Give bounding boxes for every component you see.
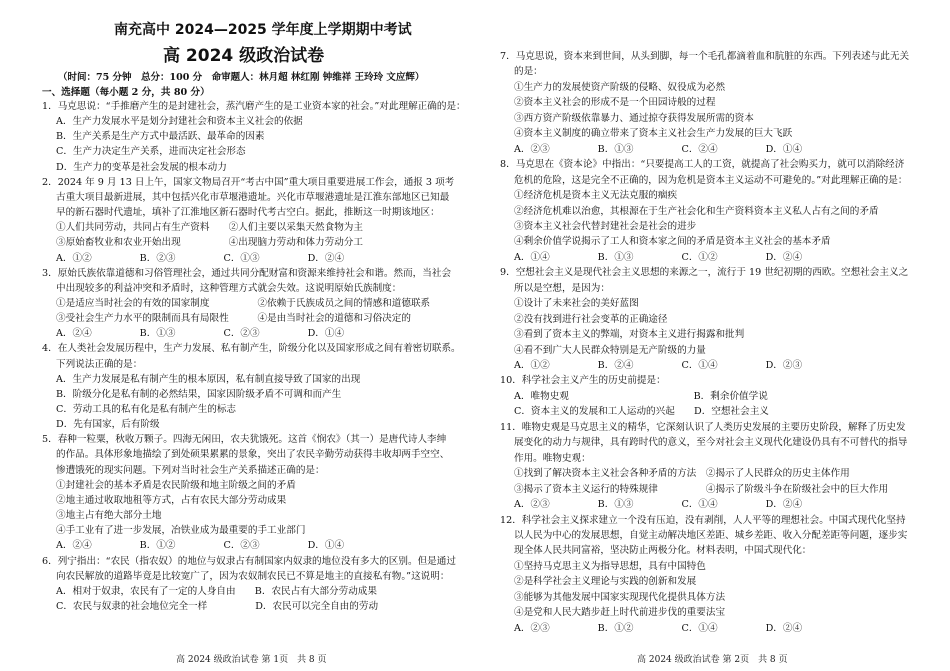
text-line: A．生产力发展水平是划分封建社会和资本主义社会的依据 [56, 116, 303, 128]
text-line: A．①② B．②④ C．①④ D．②③ [514, 360, 803, 371]
text-line: ③西方资产阶级依靠暴力、通过掠夺获得发展所需的资本 [514, 112, 754, 124]
text-line: ③看到了资本主义的弊端，对资本主义进行揭露和批判 [514, 329, 745, 341]
text-line: B．阶级分化是私有制的必然结果，国家因阶级矛盾不可调和而产生 [56, 388, 342, 400]
text-line: C．农民与奴隶的社会地位完全一样 D．农民可以完全自由的劳动 [56, 600, 379, 612]
text-line: 下列说法正确的是： [56, 358, 143, 370]
text-line: A．唯物史观 B．剩余价值学说 [514, 390, 768, 402]
text-line: 4．在人类社会发展历程中，生产力发展、私有制产生，阶级分化以及国家形成之间有着密切联系。 [42, 343, 461, 355]
text-line: C．资本主义的发展和工人运动的兴起 D．空想社会主义 [514, 406, 769, 418]
text-line: 3．原始氏族依靠道德和习俗管理社会，通过共同分配财富和资源来维持社会和谐。然而，当社会 [42, 267, 452, 279]
text-line: A．相对于奴隶，农民有了一定的人身自由 B．农民占有大部分劳动成果 [56, 585, 377, 597]
text-line: ①经济危机是资本主义无法克服的痼疾 [514, 190, 678, 202]
text-line: A．②③ B．①③ C．②④ D．①④ [514, 143, 803, 155]
text-line: 11．唯物史观是马克思主义的精华，它深刻认识了人类历史发展的主要历史阶段，解释了历史发 [500, 421, 906, 433]
footer-right: 高 2024 级政治试卷 第 2页 共 8 页 [637, 655, 788, 665]
text-line: ①人们共同劳动，共同占有生产资料 ②人们主要以采集天然食物为主 [56, 222, 363, 234]
text-line: ①生产力的发展使资产阶级的侵略、奴役成为必然 [514, 81, 726, 93]
text-line: 现全体人民共同富裕，坚决防止两极分化。材料表明，中国式现代化： [514, 545, 812, 557]
text-line: ①设计了未来社会的美好蓝图 [514, 298, 639, 310]
text-line: 展变化的动力与规律，具有跨时代的意义，至今对社会主义现代化建设仍具有不可替代的指导 [514, 437, 908, 449]
text-line: ③能够为其他发展中国家实现现代化提供具体方法 [514, 591, 726, 603]
text-line: 2．2024 年 9 月 13 日上午，国家文物局召开“考古中国”重大项目重要进展工作会，通报 3 项考 [42, 176, 455, 188]
text-line: A．②③ B．①② C．①④ D．②④ [514, 622, 803, 634]
section-heading: 一、选择题（每小题 2 分，共 80 分） [42, 87, 210, 98]
text-line: C．劳动工具的私有化是私有制产生的标志 [56, 404, 237, 415]
exam-title: 南充高中 2024—2025 学年度上学期期中考试 [114, 22, 412, 38]
text-line: 中出现较多的利益冲突和矛盾时，这种管理方式就会失效。这说明原始氏族制度： [56, 282, 402, 294]
text-line: 8．马克思在《资本论》中指出：“只要提高工人的工资，就提高了社会购买力，就可以消除经济 [500, 159, 905, 171]
text-line: 5．春种一粒粟，秋收万颗子。四海无闲田，农夫犹饿死。这首《悯农》（其一）是唐代诗人李绅 [42, 434, 447, 446]
text-line: ③揭示了资本主义运行的特殊规律 ④揭示了阶级斗争在阶级社会中的巨大作用 [514, 483, 889, 495]
text-line: ③受社会生产力水平的限制而具有局限性 ④是由当时社会的道德和习俗决定的 [56, 313, 411, 325]
exam-meta: （时间：75 分钟 总分：100 分 命审题人：林月超 林红刚 钟维祥 王玲玲 文应辉） [58, 72, 425, 83]
text-line: ③原始畜牧业和农业开始出现 ④出现脑力劳动和体力劳动分工 [56, 237, 363, 249]
text-line: A．生产力发展是私有制产生的根本原因，私有制直接导致了国家的出现 [56, 373, 361, 385]
text-line: ③地主占有绝大部分土地 [56, 510, 162, 522]
text-line: 向农民解放的道路毕竟是比较宽广了，因为农奴制农民已不算是地主的直接私有物。”这说明： [56, 570, 450, 582]
text-line: 9．空想社会主义是现代社会主义思想的来源之一，流行于 19 世纪初期的西欧。空想社会主义之 [500, 267, 909, 279]
text-line: ②是科学社会主义理论与实践的创新和发展 [514, 576, 697, 588]
text-line: ①是适应当时社会的有效的国家制度 ②依赖于氏族成员之间的情感和道德联系 [56, 297, 431, 309]
text-line: A．②④ B．①③ C．②③ D．①④ [56, 328, 345, 340]
text-line: ②没有找到进行社会变革的正确途径 [514, 313, 668, 325]
text-line: 危机的危险，这是完全不正确的，因为危机是资本主义运动不可避免的。”对此理解正确的是： [514, 174, 908, 186]
text-line: 惨遭饿死的现实问题。下列对当时社会生产关系描述正确的是： [56, 464, 325, 476]
text-line: ②经济危机难以治愈，其根源在于生产社会化和生产资料资本主义私人占有之间的矛盾 [514, 205, 879, 217]
text-line: ④剩余价值学说揭示了工人和资本家之间的矛盾是资本主义社会的基本矛盾 [514, 236, 831, 248]
text-line: A．①④ B．①③ C．①② D．②④ [514, 251, 803, 263]
text-line: A．①② B．②③ C．①③ D．②④ [56, 252, 345, 264]
text-line: 1．马克思说：“手推磨产生的是封建社会，蒸汽磨产生的是工业资本家的社会。”对此理解正确的是： [42, 101, 466, 112]
text-line: A．②③ B．①③ C．①④ D．②④ [514, 499, 803, 511]
text-line: B．生产关系是生产方式中最活跃、最革命的因素 [56, 131, 265, 143]
text-line: ②资本主义社会的形成不是一个田园诗般的过程 [514, 97, 716, 109]
text-line: D．先有国家，后有阶级 [56, 419, 160, 431]
text-line: 7．马克思说，资本来到世间，从头到脚，每一个毛孔都滴着血和肮脏的东西。下列表述与此无关 [500, 51, 910, 62]
text-line: ④是党和人民大踏步赶上时代前进步伐的重要法宝 [514, 607, 726, 619]
footer-left: 高 2024 级政治试卷 第 1页 共 8 页 [176, 655, 327, 665]
text-line: 6．列宁指出：“农民（指农奴）的地位与奴隶占有制国家内奴隶的地位没有多大的区别。但是通过 [42, 555, 456, 567]
text-line: C．生产力决定生产关系，进而决定社会形态 [56, 146, 246, 158]
text-line: ④资本主义制度的确立带来了资本主义社会生产力发展的巨大飞跃 [514, 128, 793, 140]
text-line: ②地主通过收取地租等方式，占有农民大部分劳动成果 [56, 494, 287, 506]
text-line: ①封建社会的基本矛盾是农民阶级和地主阶级之间的矛盾 [56, 479, 296, 491]
text-line: 所以是空想，是因为： [514, 282, 610, 294]
exam-subtitle: 高 2024 级政治试卷 [163, 46, 325, 66]
text-line: ④手工业有了进一步发展，冶铁业成为最重要的手工业部门 [56, 525, 306, 537]
text-line: ③资本主义社会代替封建社会是社会的进步 [514, 220, 697, 232]
text-line: ①坚持马克思主义为指导思想，具有中国特色 [514, 560, 706, 572]
text-line: 的是： [514, 66, 543, 78]
text-line: D．生产力的变革是社会发展的根本动力 [56, 161, 227, 173]
text-line: ①找到了解决资本主义社会各种矛盾的方法 ②揭示了人民群众的历史主体作用 [514, 468, 850, 480]
text-line: ④看不到广大人民群众特别是无产阶级的力量 [514, 344, 706, 356]
text-line: 作用。唯物史观： [514, 452, 591, 464]
text-line: 10．科学社会主义产生的历史前提是： [500, 375, 666, 387]
text-line: A．②④ B．①② C．②③ D．①④ [56, 540, 345, 552]
text-line: 早的新石器时代遗址，填补了江淮地区新石器时代考古空白。据此，推断这一时期该地区： [56, 207, 440, 219]
text-line: 古重大项目最新进展，其中包括兴化市草堰港遗址。兴化市草堰港遗址是江淮东部地区已知最 [56, 191, 450, 203]
text-line: 的作品。具体形象地描绘了到处硕果累累的景象，突出了农民辛勤劳动获得丰收却两手空空、 [56, 449, 450, 461]
text-line: 12．科学社会主义探求建立一个没有压迫，没有剥削，人人平等的理想社会。中国式现代化坚持 [500, 514, 906, 526]
text-line: 以人民为中心的发展思想，自觉主动解决地区差距、城乡差距、收入分配差距等问题，逐步实 [514, 529, 908, 541]
